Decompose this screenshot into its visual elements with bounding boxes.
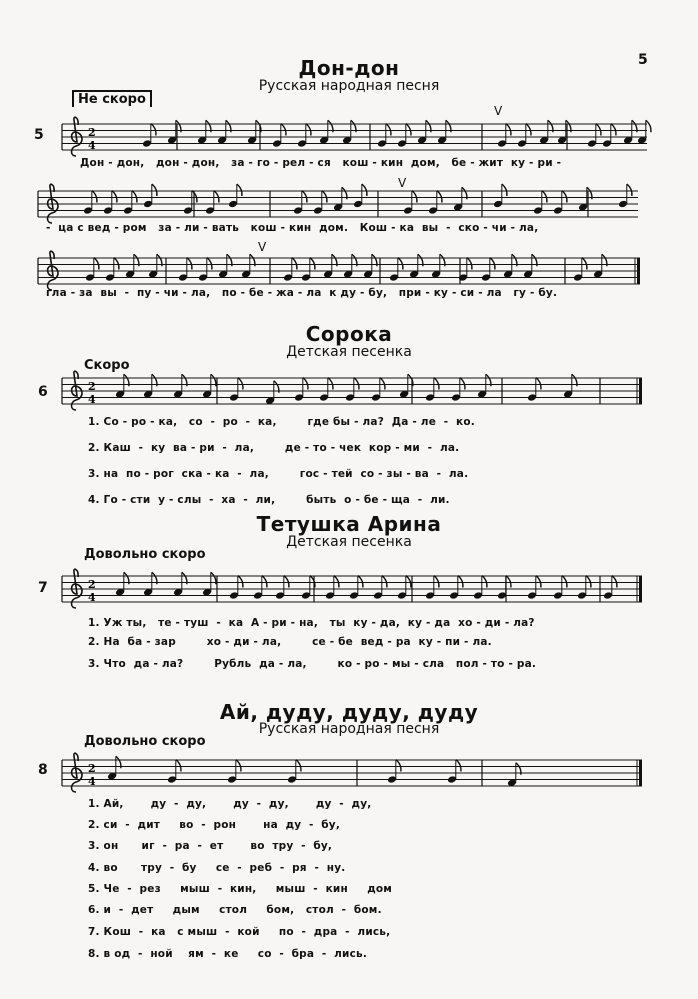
- staff-line-system: [62, 570, 642, 610]
- staff-line-system: [62, 118, 647, 158]
- tempo-marking-7: Довольно скоро: [84, 547, 206, 562]
- lyrics-line: 2. На ба - зар хо - ди - ла, се - бе вед - ра ку - пи - ла.: [88, 636, 492, 648]
- note-flag: [306, 124, 311, 136]
- time-signature-bottom: 4: [88, 591, 96, 604]
- note-flag: [412, 191, 417, 203]
- note-flag: [237, 184, 242, 196]
- note-flag: [310, 258, 315, 270]
- note-flag: [562, 191, 567, 203]
- note-flag: [490, 258, 495, 270]
- note-flag: [334, 576, 339, 588]
- lyrics-line: 2. си - дит во - рон на ду - бу,: [88, 819, 341, 831]
- song-title-7: Тетушка Арина: [256, 512, 442, 536]
- lyrics-line: 6. и - дет дым стол бом, стол - бом.: [88, 904, 382, 916]
- time-signature-top: 2: [88, 380, 96, 393]
- note-flag: [92, 191, 97, 203]
- note-flag: [458, 576, 463, 588]
- staff-line-system: [38, 185, 638, 225]
- note-flag: [456, 760, 461, 772]
- tempo-marking-5: Не скоро: [72, 92, 152, 107]
- note-flag: [437, 191, 442, 203]
- note-flag: [406, 124, 411, 136]
- note-flag: [406, 576, 411, 588]
- note-flag: [536, 576, 541, 588]
- note-flag: [322, 191, 327, 203]
- note-flag: [542, 191, 547, 203]
- lyrics-line: 3. он иг - ра - ет во тру - бу,: [88, 840, 333, 852]
- lyrics-line: 5. Че - рез мыш - кин, мыш - кин дом: [88, 883, 393, 895]
- note-flag: [187, 258, 192, 270]
- note-flag: [238, 378, 243, 390]
- note-flag: [238, 576, 243, 588]
- note-flag: [281, 124, 286, 136]
- note-flag: [328, 378, 333, 390]
- time-signature-bottom: 4: [88, 139, 96, 152]
- breath-mark: V: [398, 176, 407, 190]
- song-number-6: 6: [38, 384, 48, 400]
- staff-line-system: [62, 754, 642, 794]
- note-flag: [380, 378, 385, 390]
- time-signature-top: 2: [88, 126, 96, 139]
- note-flag: [302, 191, 307, 203]
- tempo-marking-6: Скоро: [84, 358, 130, 373]
- note-flag: [482, 576, 487, 588]
- note-flag: [214, 191, 219, 203]
- lyrics-line: - ца с вед - ром за - ли - вать кош - кин дом. Кош - ка вы - ско - чи - ла,: [46, 222, 539, 234]
- note-flag: [236, 760, 241, 772]
- note-flag: [611, 124, 616, 136]
- note-flag: [354, 378, 359, 390]
- note-flag: [114, 258, 119, 270]
- note-flag: [151, 124, 156, 136]
- song-number-7: 7: [38, 580, 48, 596]
- note-flag: [467, 258, 472, 270]
- time-signature-top: 2: [88, 578, 96, 591]
- note-flag: [176, 760, 181, 772]
- lyrics-line: гла - за вы - пу - чи - ла, по - бе - жа - ла к ду - бу, при - ку - си - ла гу - бу.: [46, 287, 558, 299]
- lyrics-line: Дон - дон, дон - дон, за - го - рел - ся кош - кин дом, бе - жит ку - ри -: [80, 157, 562, 169]
- note-flag: [612, 576, 617, 588]
- lyrics-line: 8. в од - ной ям - ке со - бра - лись.: [88, 948, 368, 960]
- song-title-5: Дон-дон: [298, 56, 400, 80]
- note-flag: [396, 760, 401, 772]
- note-flag: [596, 124, 601, 136]
- note-flag: [506, 124, 511, 136]
- lyrics-line: 3. на по - рог ска - ка - ла, гос - тей со - зы - ва - ла.: [88, 468, 469, 480]
- note-flag: [382, 576, 387, 588]
- lyrics-line: 3. Что да - ла? Рубль да - ла, ко - ро - мы - сла пол - то - ра.: [88, 658, 537, 670]
- note-flag: [434, 576, 439, 588]
- note-flag: [526, 124, 531, 136]
- note-flag: [152, 184, 157, 196]
- page-number: 5: [638, 52, 648, 68]
- note-flag: [398, 258, 403, 270]
- note-flag: [460, 378, 465, 390]
- note-flag: [362, 184, 367, 196]
- note-flag: [386, 124, 391, 136]
- lyrics-line: 7. Кош - ка с мыш - кой по - дра - лись,: [88, 926, 391, 938]
- note-flag: [358, 576, 363, 588]
- note-flag: [132, 191, 137, 203]
- note-flag: [562, 576, 567, 588]
- time-signature-bottom: 4: [88, 393, 96, 406]
- breath-mark: V: [258, 240, 267, 254]
- lyrics-line: 4. Го - сти у - слы - ха - ли, быть о - бе - ща - ли.: [88, 494, 450, 506]
- note-flag: [502, 184, 507, 196]
- lyrics-line: 1. Со - ро - ка, со - ро - ка, где бы - ла? Да - ле - ко.: [88, 416, 475, 428]
- note-flag: [586, 576, 591, 588]
- time-signature-top: 2: [88, 762, 96, 775]
- note-flag: [292, 258, 297, 270]
- note-flag: [207, 258, 212, 270]
- tempo-marking-8: Довольно скоро: [84, 734, 206, 749]
- breath-mark: V: [494, 104, 503, 118]
- note-flag: [303, 378, 308, 390]
- staff-line-system: [38, 252, 640, 292]
- song-subtitle-7: Детская песенка: [286, 534, 412, 550]
- note-flag: [284, 576, 289, 588]
- note-flag: [296, 760, 301, 772]
- time-signature-bottom: 4: [88, 775, 96, 788]
- note-flag: [582, 258, 587, 270]
- song-subtitle-8: Русская народная песня: [258, 721, 440, 737]
- note-flag: [262, 576, 267, 588]
- song-subtitle-5: Русская народная песня: [258, 78, 440, 94]
- song-subtitle-6: Детская песенка: [286, 344, 412, 360]
- song-title-6: Сорока: [305, 322, 393, 346]
- note-flag: [434, 378, 439, 390]
- lyrics-line: 1. Уж ты, те - туш - ка А - ри - на, ты ку - да, ку - да хо - ди - ла?: [88, 617, 535, 629]
- note-flag: [112, 191, 117, 203]
- song-number-5: 5: [34, 127, 44, 143]
- note-flag: [94, 258, 99, 270]
- lyrics-line: 4. во тру - бу се - реб - ря - ну.: [88, 862, 346, 874]
- note-flag: [536, 378, 541, 390]
- staff-line-system: [62, 372, 642, 412]
- song-number-8: 8: [38, 762, 48, 778]
- song-title-8: Ай, дуду, дуду, дуду: [219, 700, 479, 724]
- note-flag: [627, 184, 632, 196]
- lyrics-line: 1. Ай, ду - ду, ду - ду, ду - ду,: [88, 798, 372, 810]
- lyrics-line: 2. Каш - ку ва - ри - ла, де - то - чек кор - ми - ла.: [88, 442, 460, 454]
